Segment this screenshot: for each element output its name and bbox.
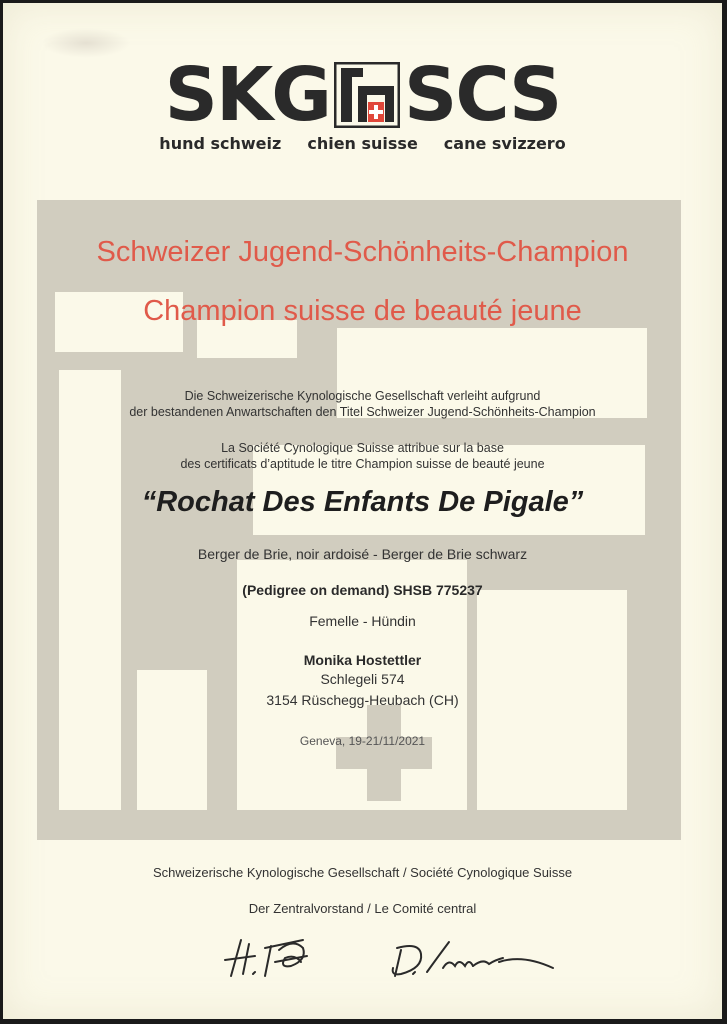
logo-subtitle-fr: chien suisse — [307, 134, 418, 153]
logo-skg: SKG — [164, 52, 331, 138]
certificate-page — [3, 3, 722, 1019]
owner-city: 3154 Rüschegg-Heubach (CH) — [266, 692, 459, 708]
paragraph-german — [3, 388, 722, 420]
signatures — [3, 928, 722, 998]
paragraph-german-line-2: der bestandenen Anwartschaften den Titel Schweizer Jugend-Schönheits-Champion — [129, 405, 596, 419]
swiss-dog-emblem-icon — [334, 62, 400, 128]
event-date: Geneva, 19-21/11/2021 — [299, 734, 426, 748]
logo-scs: SCS — [404, 52, 561, 138]
dog-breed: Berger de Brie, noir ardoisé - Berger de Brie schwarz — [197, 546, 528, 562]
dog-name: “Rochat Des Enfants De Pigale” — [141, 486, 584, 518]
paragraph-german-line-1: Die Schweizerische Kynologische Gesellschaft verleiht aufgrund — [184, 389, 541, 403]
paragraph-french-line-2: des certificats d’aptitude le titre Champion suisse de beauté jeune — [180, 457, 545, 471]
paragraph-french-line-1: La Société Cynologique Suisse attribue sur la base — [221, 441, 504, 455]
paper-smudge — [41, 28, 131, 58]
dog-pedigree: (Pedigree on demand) SHSB 775237 — [242, 582, 483, 598]
signature-right — [393, 942, 553, 976]
footer-board: Der Zentralvorstand / Le Comité central — [248, 901, 477, 916]
logo-subtitles — [3, 134, 722, 153]
logo — [3, 52, 722, 138]
title-french: Champion suisse de beauté jeune — [143, 295, 582, 327]
owner-name: Monika Hostettler — [303, 652, 422, 668]
paragraph-french — [3, 440, 722, 472]
title-german: Schweizer Jugend-Schönheits-Champion — [96, 236, 629, 268]
dog-sex: Femelle - Hündin — [309, 613, 416, 629]
footer-organization: Schweizerische Kynologische Gesellschaft / Société Cynologique Suisse — [152, 865, 573, 880]
logo-subtitle-de: hund schweiz — [159, 134, 282, 153]
logo-subtitle-it: cane svizzero — [443, 134, 566, 153]
signature-left — [225, 940, 307, 976]
owner-street: Schlegeli 574 — [320, 671, 405, 687]
